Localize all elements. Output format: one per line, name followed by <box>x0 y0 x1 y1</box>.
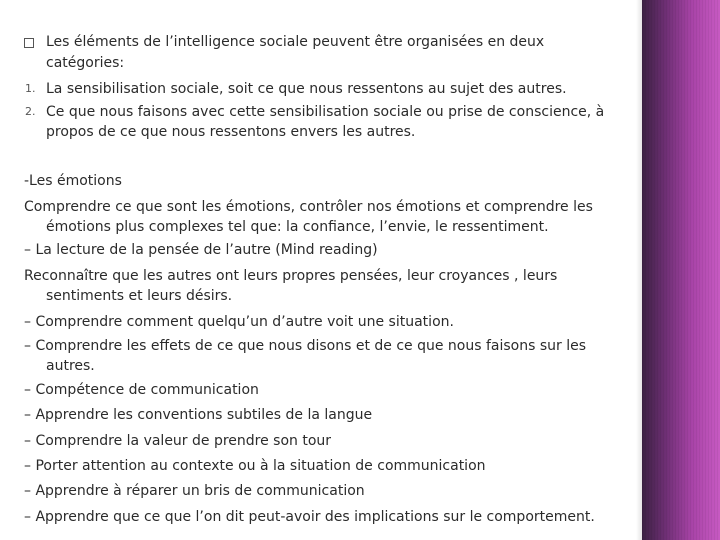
checkbox-bullet-icon <box>24 38 34 48</box>
list-marker-2: 2. <box>25 105 36 118</box>
heading-competence-communication: – Compétence de communication <box>24 382 259 398</box>
list-item-1-line-1: La sensibilisation sociale, soit ce que nous ressentons au sujet des autres. <box>46 81 567 97</box>
item-prendre-son-tour: – Comprendre la valeur de prendre son tour <box>24 433 332 449</box>
item-conventions-langue: – Apprendre les conventions subtiles de la langue <box>24 407 373 423</box>
para-emotions-line-2: émotions plus complexes tel que: la confiance, l’envie, le ressentiment. <box>46 219 549 235</box>
intro-line-1: Les éléments de l’intelligence sociale peuvent être organisées en deux <box>46 34 545 50</box>
item-comprendre-situation: – Comprendre comment quelqu’un d’autre voit une situation. <box>24 314 454 330</box>
list-item-2-line-2: propos de ce que nous ressentons envers les autres. <box>46 124 416 140</box>
heading-emotions: -Les émotions <box>24 173 122 189</box>
para-mind-reading-line-2: sentiments et leurs désirs. <box>46 288 233 304</box>
decorative-side-band <box>642 0 720 540</box>
item-comprendre-effets-line-2: autres. <box>46 358 95 374</box>
para-mind-reading-line-1: Reconnaître que les autres ont leurs propres pensées, leur croyances , leurs <box>24 268 558 284</box>
item-comprendre-effets-line-1: – Comprendre les effets de ce que nous disons et de ce que nous faisons sur les <box>24 338 587 354</box>
item-porter-attention: – Porter attention au contexte ou à la situation de communication <box>24 458 486 474</box>
para-emotions-line-1: Comprendre ce que sont les émotions, contrôler nos émotions et comprendre les <box>24 199 593 215</box>
intro-line-2: catégories: <box>46 55 125 71</box>
list-marker-1: 1. <box>25 82 36 95</box>
item-reparer-bris: – Apprendre à réparer un bris de communication <box>24 483 365 499</box>
heading-mind-reading: – La lecture de la pensée de l’autre (Mind reading) <box>24 242 378 258</box>
item-implications: – Apprendre que ce que l’on dit peut-avoir des implications sur le comportement. <box>24 509 595 525</box>
list-item-2-line-1: Ce que nous faisons avec cette sensibilisation sociale ou prise de conscience, à <box>46 104 605 120</box>
